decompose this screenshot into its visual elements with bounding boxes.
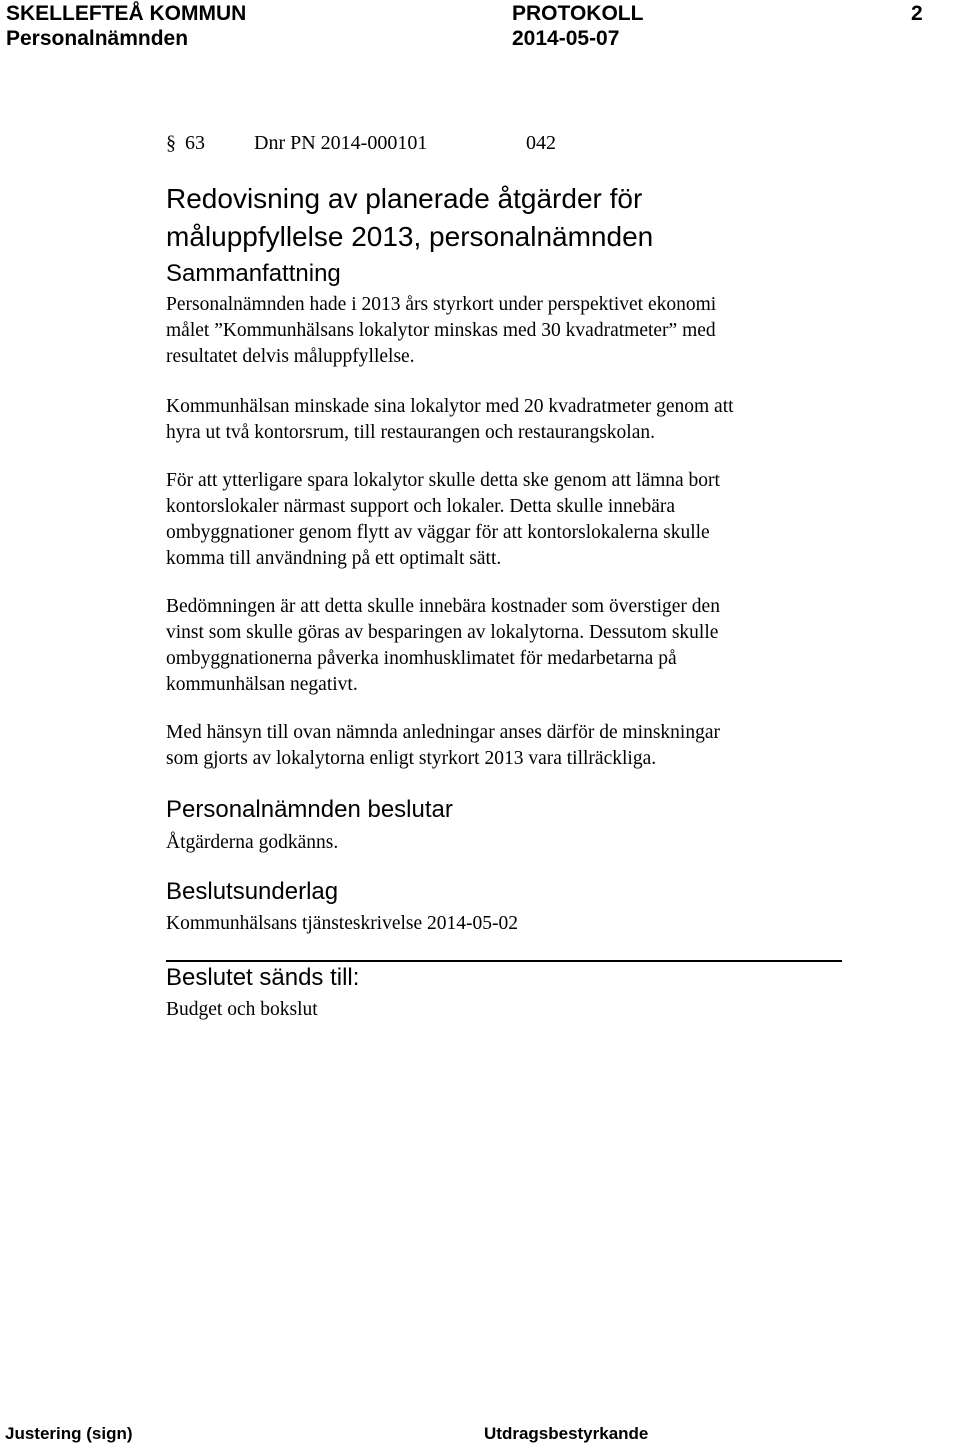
paragraph-line: resultatet delvis måluppfyllelse. (166, 346, 415, 367)
summary-heading: Sammanfattning (166, 260, 341, 287)
page-number: 2 (911, 2, 923, 25)
recipients-text: Budget och bokslut (166, 999, 318, 1020)
summary-paragraph-2 (166, 394, 826, 446)
municipality-name: SKELLEFTEÅ KOMMUN (6, 2, 247, 25)
paragraph-line: För att ytterligare spara lokalytor skulle detta ske genom att lämna bort (166, 470, 720, 491)
summary-paragraph-1 (166, 292, 826, 370)
summary-paragraph-5 (166, 720, 826, 772)
committee-name: Personalnämnden (6, 27, 189, 50)
summary-paragraph-3 (166, 468, 826, 572)
paragraph-line: kontorslokaler närmast support och lokaler. Detta skulle innebära (166, 496, 676, 517)
footer-certification-label: Utdragsbestyrkande (484, 1424, 649, 1443)
document-type: PROTOKOLL (512, 2, 644, 25)
classification-code: 042 (526, 132, 556, 154)
paragraph-line: ombyggnationerna påverka inomhusklimatet för medarbetarna på (166, 648, 677, 669)
title-line-1: Redovisning av planerade åtgärder för (166, 183, 643, 214)
section-divider (166, 960, 842, 962)
section-reference (166, 130, 556, 156)
section-number: 63 (185, 132, 205, 154)
footer-signature-label: Justering (sign) (5, 1424, 133, 1443)
paragraph-line: kommunhälsan negativt. (166, 674, 358, 695)
page-title (166, 180, 866, 256)
basis-text: Kommunhälsans tjänsteskrivelse 2014-05-02 (166, 913, 519, 934)
recipients-heading: Beslutet sänds till: (166, 964, 360, 991)
paragraph-line: Personalnämnden hade i 2013 års styrkort under perspektivet ekonomi (166, 294, 717, 315)
decision-heading: Personalnämnden beslutar (166, 796, 453, 823)
title-line-2: måluppfyllelse 2013, personalnämnden (166, 221, 654, 252)
protocol-date: 2014-05-07 (512, 27, 620, 50)
paragraph-line: som gjorts av lokalytorna enligt styrkort 2013 vara tillräckliga. (166, 748, 657, 769)
paragraph-line: Med hänsyn till ovan nämnda anledningar anses därför de minskningar (166, 722, 720, 743)
summary-paragraph-4 (166, 594, 826, 698)
paragraph-line: hyra ut två kontorsrum, till restaurangen och restaurangskolan. (166, 422, 655, 443)
basis-heading: Beslutsunderlag (166, 878, 339, 905)
paragraph-line: ombyggnationer genom flytt av väggar för att kontorslokalerna skulle (166, 522, 710, 543)
paragraph-line: vinst som skulle göras av besparingen av lokalytorna. Dessutom skulle (166, 622, 719, 643)
decision-text: Åtgärderna godkänns. (166, 832, 339, 853)
paragraph-line: komma till användning på ett optimalt sätt. (166, 548, 502, 569)
diary-number: Dnr PN 2014-000101 (254, 132, 428, 154)
paragraph-line: målet ”Kommunhälsans lokalytor minskas med 30 kvadratmeter” med (166, 320, 716, 341)
section-symbol: § (166, 132, 176, 154)
paragraph-line: Bedömningen är att detta skulle innebära kostnader som överstiger den (166, 596, 720, 617)
paragraph-line: Kommunhälsan minskade sina lokalytor med 20 kvadratmeter genom att (166, 396, 734, 417)
